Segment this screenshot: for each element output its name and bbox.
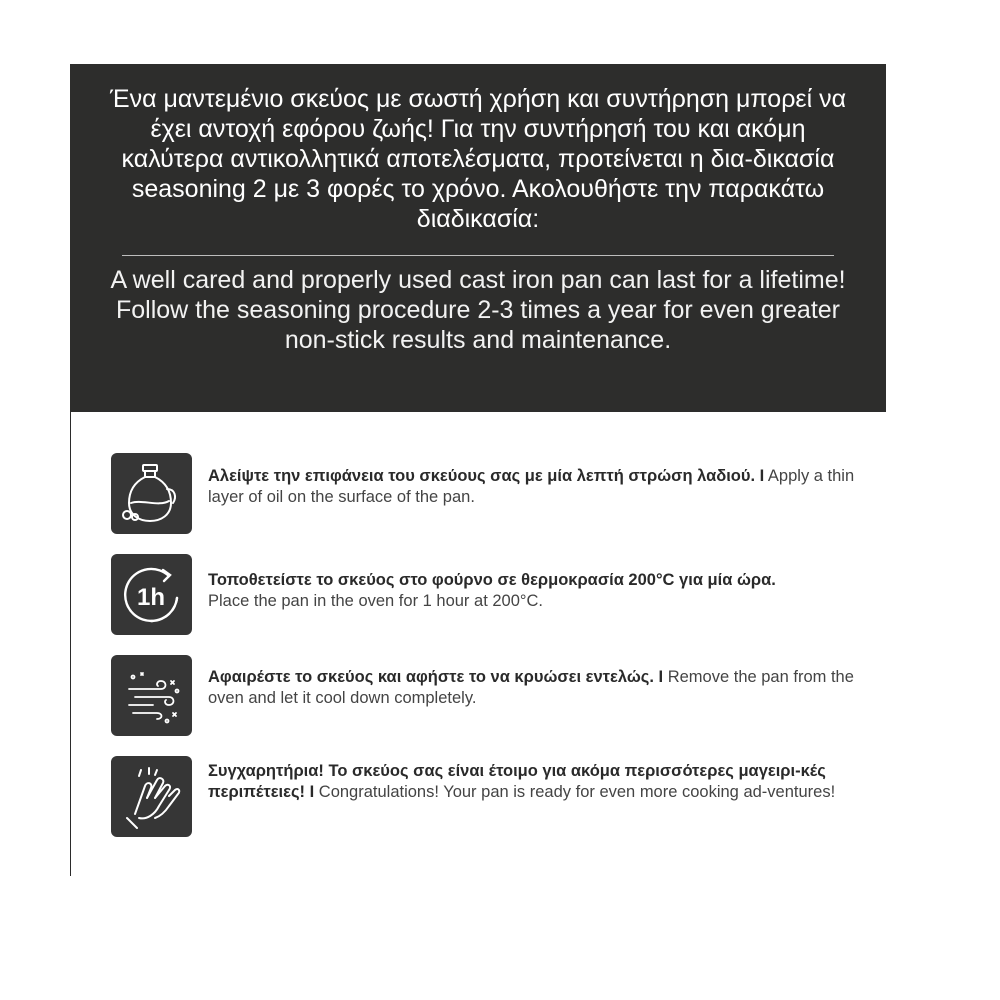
intro-english-text: A well cared and properly used cast iron pan can last for a lifetime! Follow the seasoning procedure 2-3 times a year for even greater non-stick results and maintenance.	[110, 266, 846, 354]
card-left-border	[70, 412, 71, 876]
seasoning-card	[70, 64, 886, 876]
step-oil-text	[208, 466, 858, 508]
intro-divider	[122, 255, 834, 256]
oil-bottle-icon	[111, 453, 192, 534]
step-congrats	[111, 756, 861, 838]
timer-label: 1h	[136, 584, 166, 611]
step-cool-english: Remove the pan from the oven and let it cool down completely.	[208, 668, 854, 707]
step-oil-english: Apply a thin layer of oil on the surface of the pan.	[208, 467, 855, 506]
step-congrats-english: Congratulations! Your pan is ready for even more cooking ad-ventures!	[314, 783, 836, 801]
step-cool	[111, 655, 861, 737]
step-congrats-greek: Συγχαρητήρια! Το σκεύος σας είναι έτοιμο για ακόμα περισσότερες μαγειρι-κές περιπέτειες! I	[208, 762, 826, 801]
step-oven-greek: Τοποθετείστε το σκεύος στο φούρνο σε θερμοκρασία 200°C για μία ώρα.	[208, 571, 776, 589]
cooling-wind-icon	[111, 655, 192, 736]
step-oven-english: Place the pan in the oven for 1 hour at 200°C.	[208, 592, 543, 610]
clapping-hands-icon	[111, 756, 192, 837]
step-congrats-text	[208, 761, 858, 803]
step-oil	[111, 453, 861, 535]
intro-greek-text: Ένα μαντεμένιο σκεύος με σωστή χρήση και συντήρηση μπορεί να έχει αντοχή εφόρου ζωής! Για την συντήρησή του και ακόμη καλύτερα αντικολλητικά αποτελέσματα, προτείνεται η δια-δικασία seasoning 2 με 3 φορές το χρόνο. Ακολουθήστε την παρακάτω διαδικασία:	[109, 85, 847, 233]
step-oil-greek: Αλείψτε την επιφάνεια του σκεύους σας με μία λεπτή στρώση λαδιού. I	[208, 467, 765, 485]
step-cool-text	[208, 667, 858, 709]
one-hour-timer-icon	[111, 554, 192, 635]
step-oven-text	[208, 570, 858, 612]
step-oven	[111, 554, 861, 636]
intro-header	[70, 64, 886, 412]
step-cool-greek: Αφαιρέστε το σκεύος και αφήστε το να κρυώσει εντελώς. I	[208, 668, 664, 686]
